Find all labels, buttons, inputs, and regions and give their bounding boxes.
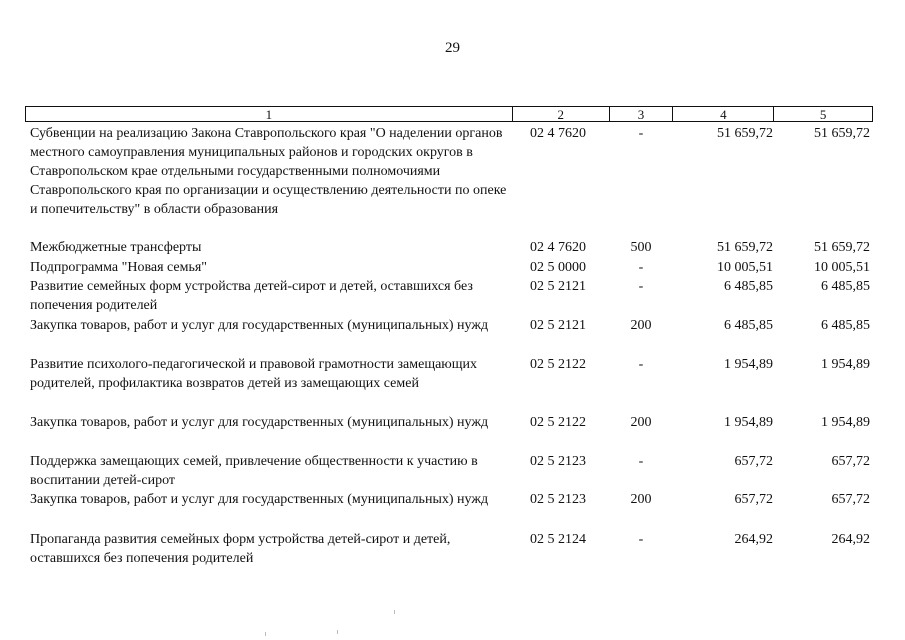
row-expense-type: 200 <box>630 492 652 507</box>
row-expense-type: 200 <box>630 318 652 333</box>
row-amount-col4: 51 659,72 <box>717 126 773 141</box>
row-amount-col5: 51 659,72 <box>814 126 870 141</box>
row-amount-col4: 1 954,89 <box>724 357 773 372</box>
row-code: 02 5 2122 <box>530 357 586 372</box>
row-amount-col4: 657,72 <box>734 492 773 507</box>
row-amount-col5: 657,72 <box>831 454 870 469</box>
scan-speck <box>265 632 266 636</box>
column-header-5: 5 <box>819 107 827 122</box>
column-header-1: 1 <box>26 107 513 121</box>
row-amount-col4: 10 005,51 <box>717 260 773 275</box>
scan-speck <box>337 630 338 634</box>
row-amount-col5: 1 954,89 <box>821 357 870 372</box>
row-code: 02 5 2121 <box>530 318 586 333</box>
row-amount-col4: 264,92 <box>734 532 773 547</box>
row-expense-type: 500 <box>630 240 652 255</box>
row-amount-col5: 657,72 <box>831 492 870 507</box>
row-expense-type: - <box>638 454 644 469</box>
row-amount-col5: 6 485,85 <box>821 279 870 294</box>
row-amount-col4: 6 485,85 <box>724 318 773 333</box>
row-code: 02 4 7620 <box>530 126 586 141</box>
column-header-4: 4 <box>673 107 774 121</box>
table-header <box>25 106 873 122</box>
column-header-3: 3 <box>610 107 674 121</box>
column-header-2: 2 <box>513 107 610 121</box>
row-amount-col5: 264,92 <box>831 532 870 547</box>
row-amount-col5: 1 954,89 <box>821 415 870 430</box>
row-amount-col4: 657,72 <box>734 454 773 469</box>
row-amount-col4: 1 954,89 <box>724 415 773 430</box>
row-expense-type: 200 <box>630 415 652 430</box>
row-name: Закупка товаров, работ и услуг для государственных (муниципальных) нужд <box>30 415 489 430</box>
row-expense-type: - <box>638 532 644 547</box>
row-name: Развитие психолого-педагогической и правовой грамотности замещающих родителей, профилактика возвратов детей из замещающих семей <box>30 357 478 391</box>
row-amount-col5: 10 005,51 <box>814 260 870 275</box>
row-expense-type: - <box>638 279 644 294</box>
row-expense-type: - <box>638 357 644 372</box>
page-number: 29 <box>445 40 460 56</box>
row-code: 02 5 2123 <box>530 454 586 469</box>
scan-speck <box>394 610 395 614</box>
row-code: 02 5 2123 <box>530 492 586 507</box>
row-expense-type: - <box>638 126 644 141</box>
row-amount-col5: 6 485,85 <box>821 318 870 333</box>
row-name: Закупка товаров, работ и услуг для государственных (муниципальных) нужд <box>30 318 489 333</box>
row-name: Подпрограмма "Новая семья" <box>30 260 208 275</box>
row-name: Поддержка замещающих семей, привлечение общественности к участию в воспитании детей-сирот <box>30 454 478 488</box>
row-name: Пропаганда развития семейных форм устройства детей-сирот и детей, оставшихся без попечения родителей <box>30 532 451 566</box>
row-amount-col4: 6 485,85 <box>724 279 773 294</box>
row-code: 02 5 2124 <box>530 532 586 547</box>
row-name: Развитие семейных форм устройства детей-сирот и детей, оставшихся без попечения родителей <box>30 279 473 313</box>
row-code: 02 4 7620 <box>530 240 586 255</box>
row-name: Субвенции на реализацию Закона Ставропольского края "О наделении органов местного самоуправления муниципальных районов и городских округов в Ставропольском крае отдельными государственными полномочиями Ставропольского края по организации и осуществлению деятельности по опеке и попечительству" в области образования <box>30 126 507 217</box>
row-name: Закупка товаров, работ и услуг для государственных (муниципальных) нужд <box>30 492 489 507</box>
row-code: 02 5 2121 <box>530 279 586 294</box>
row-amount-col5: 51 659,72 <box>814 240 870 255</box>
row-expense-type: - <box>638 260 644 275</box>
row-amount-col4: 51 659,72 <box>717 240 773 255</box>
row-name: Межбюджетные трансферты <box>30 240 202 255</box>
row-code: 02 5 2122 <box>530 415 586 430</box>
row-code: 02 5 0000 <box>530 260 586 275</box>
